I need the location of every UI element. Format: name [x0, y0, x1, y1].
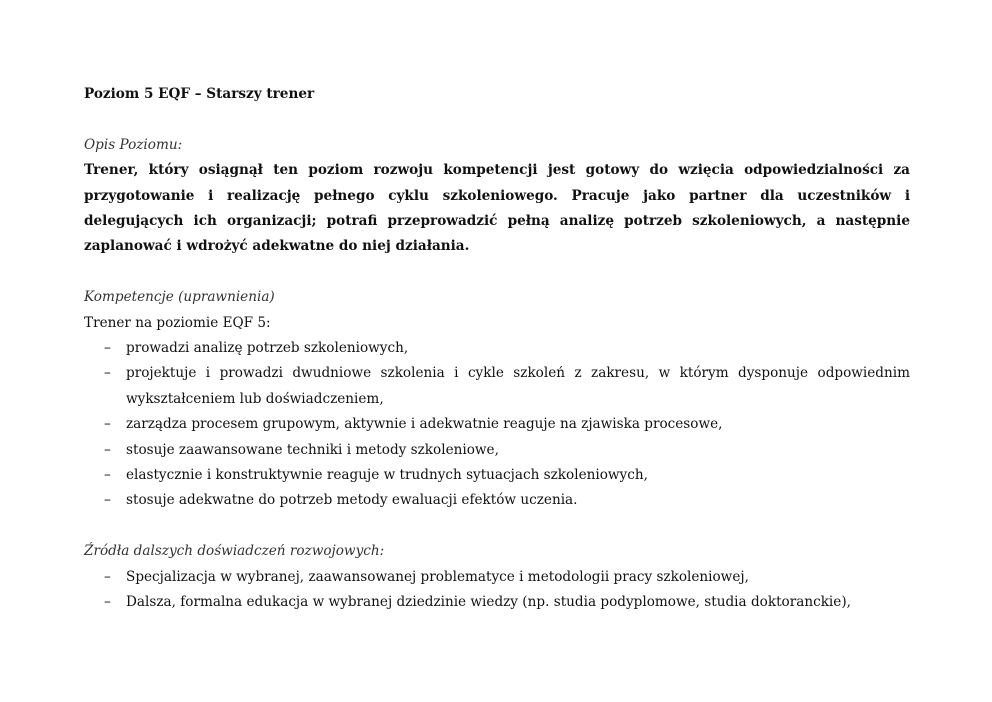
- spacer: [84, 107, 910, 132]
- document-page: [84, 82, 910, 615]
- list-item-text: elastycznie i konstruktywnie reaguje w trudnych sytuacjach szkoleniowych,: [126, 467, 648, 484]
- dash-bullet: –: [104, 568, 111, 585]
- list-item-text: stosuje adekwatne do potrzeb metody ewaluacji efektów uczenia.: [126, 492, 578, 509]
- list-item: [84, 438, 910, 463]
- list-item-text: zarządza procesem grupowym, aktywnie i adekwatnie reaguje na zjawiska procesowe,: [126, 416, 723, 433]
- spacer: [84, 260, 910, 285]
- list-item-text: Dalsza, formalna edukacja w wybranej dziedzinie wiedzy (np. studia podyplomowe, studia doktoranckie),: [126, 594, 851, 611]
- dash-bullet: –: [104, 416, 111, 433]
- dash-bullet: –: [104, 594, 111, 611]
- page-title: Poziom 5 EQF – Starszy trener: [84, 86, 315, 102]
- list-item: [84, 361, 910, 412]
- dash-bullet: –: [104, 365, 111, 382]
- description-text: Trener, który osiągnął ten poziom rozwoju kompetencji jest gotowy do wzięcia odpowiedzialności za przygotowanie i realizację pełnego cyklu szkoleniowego. Pracuje jako partner dla uczestników i delegujących ich organizacji; potrafi przeprowadzić pełną analizę potrzeb szkoleniowych, a następnie zaplanować i wdrożyć adekwatne do niej działania.: [84, 162, 910, 255]
- competences-intro: Trener na poziomie EQF 5:: [84, 314, 271, 331]
- sources-label: Źródła dalszych doświadczeń rozwojowych:: [84, 543, 385, 560]
- list-item: [84, 565, 910, 590]
- competences-list: [84, 336, 910, 514]
- list-item: [84, 336, 910, 361]
- list-item-text: prowadzi analizę potrzeb szkoleniowych,: [126, 340, 409, 357]
- list-item-text: stosuje zaawansowane techniki i metody szkoleniowe,: [126, 441, 499, 458]
- spacer: [84, 514, 910, 539]
- list-item: [84, 463, 910, 488]
- description-label: Opis Poziomu:: [84, 136, 183, 153]
- sources-list: [84, 565, 910, 616]
- list-item-text: Specjalizacja w wybranej, zaawansowanej problematyce i metodologii pracy szkoleniowej,: [126, 568, 749, 585]
- list-item-text: projektuje i prowadzi dwudniowe szkolenia i cykle szkoleń z zakresu, w którym dysponuje odpowiednim wykształceniem lub doświadczeniem,: [126, 365, 910, 407]
- list-item: [84, 590, 910, 615]
- dash-bullet: –: [104, 340, 111, 357]
- dash-bullet: –: [104, 492, 111, 509]
- competences-label: Kompetencje (uprawnienia): [84, 289, 275, 306]
- list-item: [84, 488, 910, 513]
- dash-bullet: –: [104, 467, 111, 484]
- dash-bullet: –: [104, 441, 111, 458]
- list-item: [84, 412, 910, 437]
